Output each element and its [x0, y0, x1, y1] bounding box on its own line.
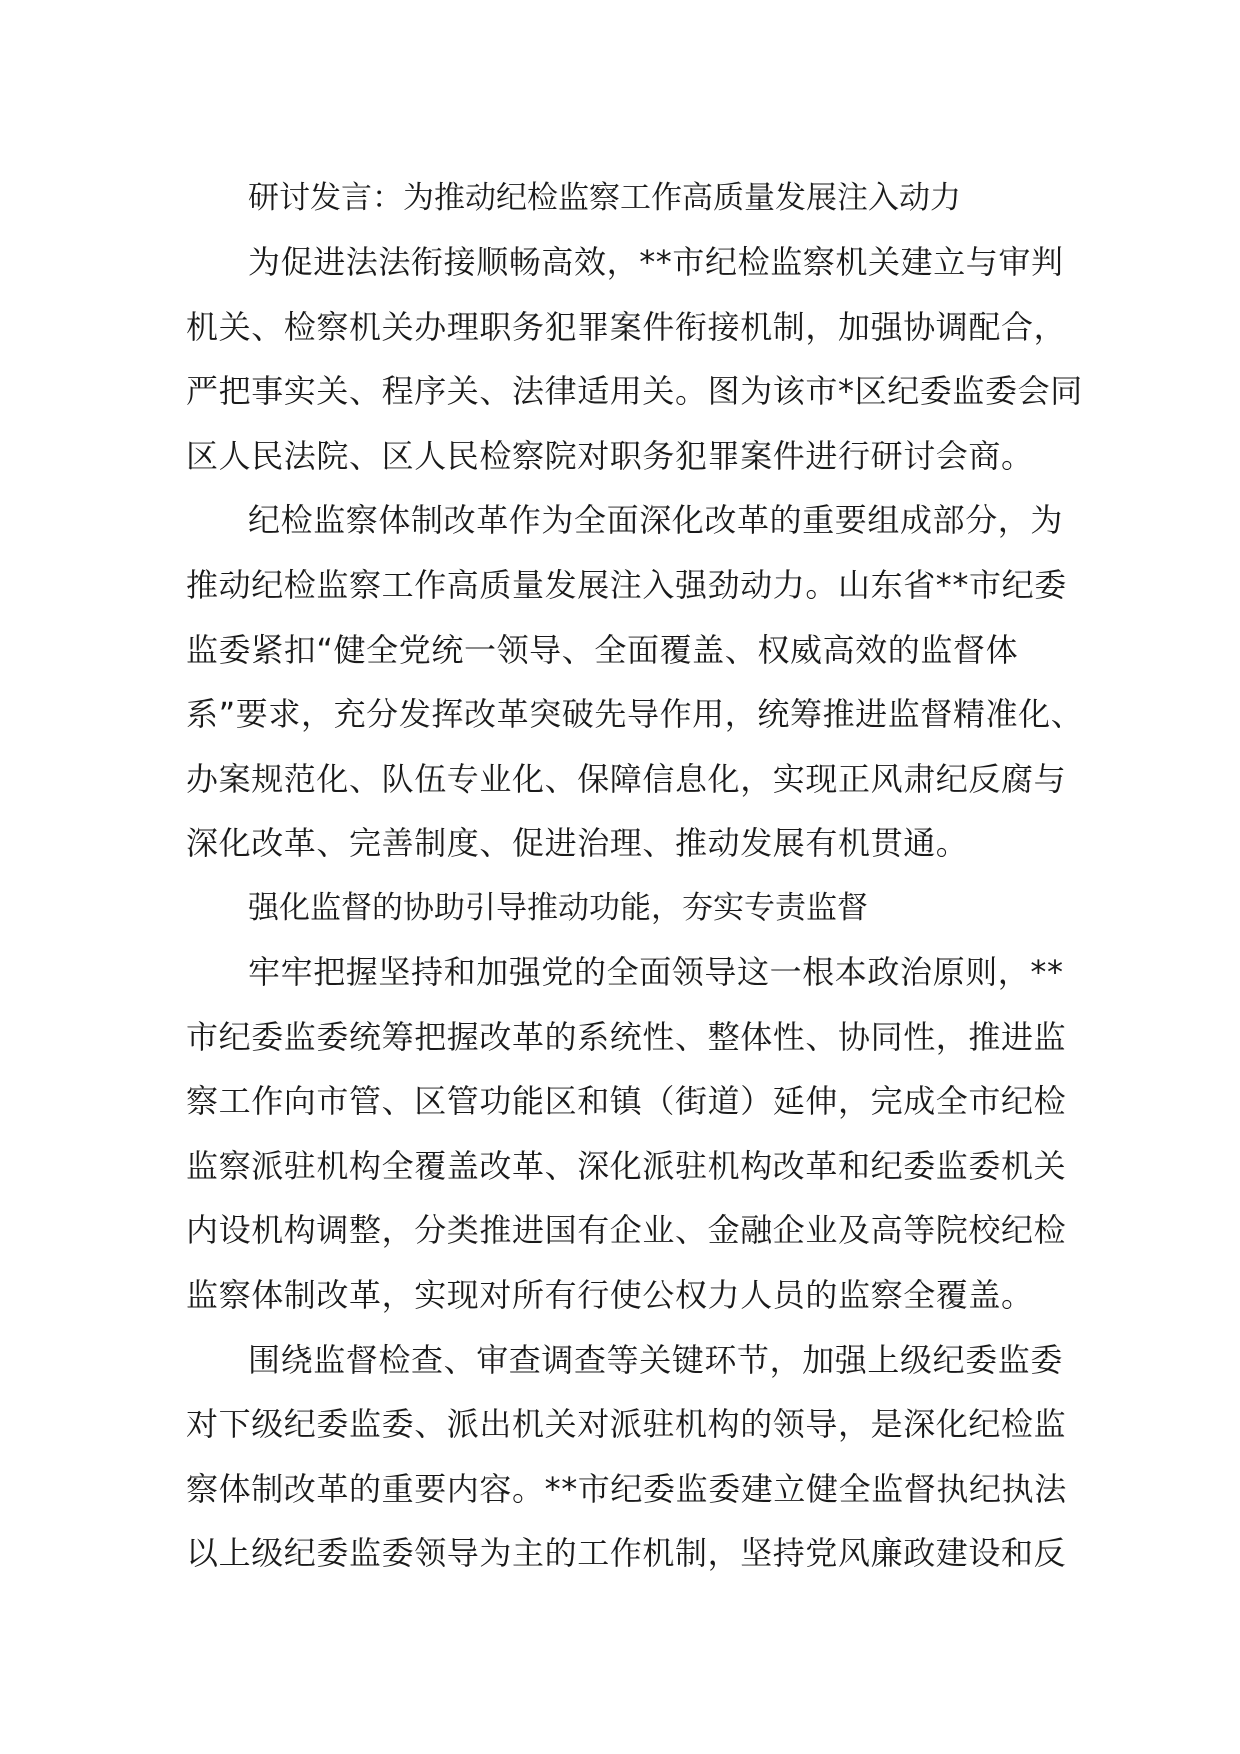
- paragraph-2: [186, 488, 1084, 876]
- paragraph-4-line: 围绕监督检查、审查调查等关键环节，加强上级纪委监委: [248, 1340, 1064, 1379]
- paragraph-3-line: 市纪委监委统筹把握改革的系统性、整体性、协同性，推进监: [186, 1017, 1067, 1056]
- paragraph-4-line: 对下级纪委监委、派出机关对派驻机构的领导，是深化纪检监: [186, 1405, 1067, 1444]
- paragraph-1-line: 为促进法法衔接顺畅高效，**市纪检监察机关建立与审判: [248, 243, 1064, 281]
- paragraph-2-line: 纪检监察体制改革作为全面深化改革的重要组成部分，为: [248, 501, 1064, 540]
- paragraph-4: [186, 1328, 1066, 1586]
- section-heading: 强化监督的协助引导推动功能，夯实专责监督: [248, 889, 868, 926]
- paragraph-1-line: 严把事实关、程序关、法律适用关。图为该市*区纪委监委会同: [186, 372, 1083, 411]
- paragraph-3-line: 内设机构调整，分类推进国有企业、金融企业及高等院校纪检: [186, 1211, 1067, 1250]
- paragraph-3-line: 牢牢把握坚持和加强党的全面领导这一根本政治原则，**: [248, 952, 1064, 991]
- paragraph-3-line: 监察体制改革，实现对所有行使公权力人员的监察全覆盖。: [186, 1275, 1034, 1314]
- paragraph-3-line: 察工作向市管、区管功能区和镇（街道）延伸，完成全市纪检: [186, 1082, 1067, 1121]
- paragraph-1-line: 区人民法院、区人民检察院对职务犯罪案件进行研讨会商。: [186, 436, 1034, 475]
- document-body: [186, 166, 1084, 1586]
- paragraph-1-line: 机关、检察机关办理职务犯罪案件衔接机制，加强协调配合，: [186, 307, 1067, 346]
- paragraph-3-line: 监察派驻机构全覆盖改革、深化派驻机构改革和纪委监委机关: [186, 1146, 1067, 1185]
- paragraph-4-line: 察体制改革的重要内容。**市纪委监委建立健全监督执纪执法: [186, 1469, 1067, 1508]
- paragraph-2-line: 办案规范化、队伍专业化、保障信息化，实现正风肃纪反腐与: [186, 759, 1067, 798]
- paragraph-4-line: 以上级纪委监委领导为主的工作机制，坚持党风廉政建设和反: [186, 1534, 1067, 1573]
- paragraph-2-line: 系”要求，充分发挥改革突破先导作用，统筹推进监督精准化、: [186, 695, 1084, 734]
- paragraph-2-line: 深化改革、完善制度、促进治理、推动发展有机贯通。: [186, 824, 969, 863]
- paragraph-3: [186, 940, 1066, 1328]
- paragraph-2-line: 推动纪检监察工作高质量发展注入强劲动力。山东省**市纪委: [186, 565, 1067, 604]
- document-title: 研讨发言：为推动纪检监察工作高质量发展注入动力: [248, 180, 961, 216]
- paragraph-2-line: 监委紧扣“健全党统一领导、全面覆盖、权威高效的监督体: [186, 630, 1019, 669]
- paragraph-1: [186, 230, 1083, 488]
